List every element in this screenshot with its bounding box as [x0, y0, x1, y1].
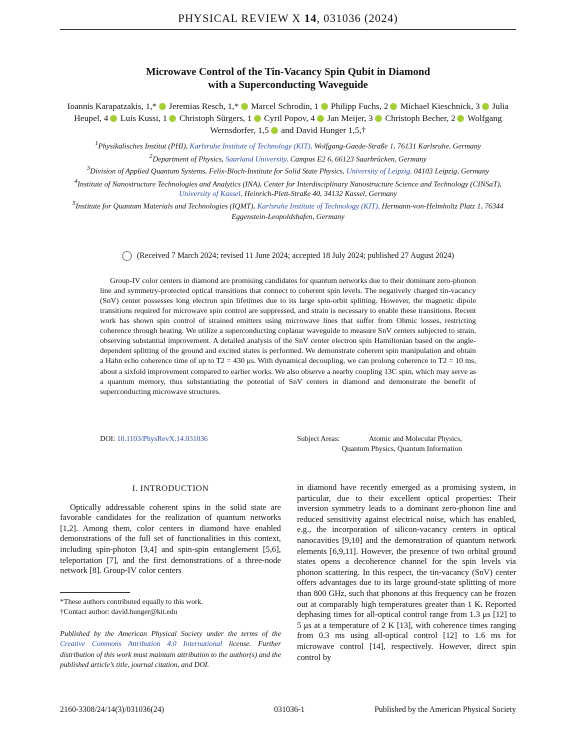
- affiliation-link[interactable]: University of Leipzig,: [346, 166, 412, 176]
- orcid-icon[interactable]: [254, 115, 261, 122]
- license-link[interactable]: Creative Commons Attribution 4.0 International: [60, 639, 223, 649]
- title-line-1: Microwave Control of the Tin-Vacancy Spin Qubit in Diamond: [145, 67, 431, 78]
- footnote-rule: [60, 592, 130, 593]
- author-name: Christoph Becher, 2: [385, 113, 456, 123]
- orcid-icon[interactable]: [457, 115, 464, 122]
- orcid-icon[interactable]: [110, 115, 117, 122]
- affiliation: [60, 199, 516, 222]
- affiliation-link[interactable]: Saarland University,: [225, 154, 289, 164]
- license-text-end: license. Further distribution of this work must maintain attribution to the author(s) and the published article’s title, journal citation, and DOI.: [60, 639, 281, 669]
- author-name: Jeremias Resch, 1,*: [168, 101, 239, 111]
- affiliation-text: Division of Applied Quantum Systems, Felix-Bloch-Institute for Solid State Physics,: [90, 166, 347, 176]
- affiliation: [60, 152, 516, 165]
- affiliation-mark: 5: [72, 200, 76, 208]
- license-text: Published by the American Physical Society under the terms of the: [60, 629, 281, 638]
- subject-value: Quantum Physics, Quantum Information: [341, 444, 463, 454]
- author-name: Luis Kussi, 1: [120, 113, 168, 123]
- author-name: and David Hunger 1,5,†: [281, 125, 366, 135]
- title-line-2: with a Superconducting Waveguide: [207, 80, 369, 91]
- orcid-icon[interactable]: [169, 115, 176, 122]
- orcid-icon[interactable]: [390, 103, 397, 110]
- affiliation: [60, 139, 516, 152]
- affiliation-mark: 2: [149, 152, 153, 160]
- affiliation-mark: 4: [74, 177, 78, 185]
- orcid-icon[interactable]: [321, 103, 328, 110]
- author-name: Wolfgang Wernsdorfer, 1,5: [210, 113, 502, 135]
- article-number: 031036 (2024): [323, 13, 399, 25]
- footnote-equal-contribution: *These authors contributed equally to this work.: [60, 597, 204, 606]
- footer-page-number: 031036-1: [274, 705, 305, 714]
- author-name: Christoph Sürgers, 1: [179, 113, 252, 123]
- author-name: Jan Meijer, 3: [327, 113, 373, 123]
- left-column: [60, 483, 281, 577]
- received-text: (Received 7 March 2024; revised 11 June 2024; accepted 18 July 2024; published 27 August 2024): [136, 251, 455, 260]
- abstract: Group-IV color centers in diamond are promising candidates for quantum networks due to their dominant zero-phonon line and symmetry-protected optical transitions that connect to coherent spin levels. The negatively charged tin-vacancy (SnV) center possesses long electron spin lifetimes due to its large spin-orbit splitting. However, the magnetic dipole transitions required for microwave spin control are suppressed, and strain is necessary to enable these transitions. Recent work has shown spin control of strained emitters using microwave lines that suffer from Ohmic losses, restricting coherence through heating. We utilize a superconducting coplanar waveguide to measure SnV centers subjected to strain, observing substantial improvement. A detailed analysis of the SnV center electron spin Hamiltonian based on the angle-dependent splitting of the ground and excited states is performed. We demonstrate coherent spin manipulation and obtain a Hahn echo coherence time of up to T2 = 430 μs. With dynamical decoupling, we can prolong coherence to T2 = 10 ms, about a sixfold improvement compared to earlier works. We also observe a nearby coupling 13C spin, which may serve as a quantum memory, thus substantiating the potential of SnV centers in diamond and demonstrate the benefit of superconducting microwave structures.: [100, 275, 476, 396]
- author-name: Julia Heupel, 4: [74, 101, 509, 123]
- affiliation: [60, 164, 516, 177]
- footnote-contact: †Contact author: david.hunger@kit.edu: [60, 607, 178, 617]
- received-dates: [60, 251, 516, 261]
- section-heading: I. INTRODUCTION: [132, 483, 209, 493]
- affiliation-mark: 1: [94, 140, 99, 147]
- footer-issn: 2160-3308/24/14(3)/031036(24): [60, 705, 164, 714]
- footer-publisher: Published by the American Physical Society: [374, 705, 516, 714]
- right-column: [297, 483, 516, 663]
- orcid-icon[interactable]: [317, 115, 324, 122]
- affiliation-link[interactable]: Karlsruhe Institute of Technology (KIT),: [189, 141, 313, 151]
- orcid-icon[interactable]: [241, 103, 248, 110]
- affiliation-address: Heinrich-Plett-Straße 40, 34132 Kassel, Germany: [242, 189, 398, 199]
- affiliation-link[interactable]: Karlsruhe Institute of Technology (KIT),: [257, 201, 380, 211]
- doi-label: DOI:: [100, 434, 118, 443]
- subject-value: Atomic and Molecular Physics,: [368, 434, 463, 443]
- affiliation-address: Campus E2 6, 66123 Saarbrücken, Germany: [288, 154, 427, 164]
- author-name: Philipp Fuchs, 2: [330, 101, 389, 111]
- author-list: [60, 100, 516, 136]
- orcid-icon[interactable]: [159, 103, 166, 110]
- journal-volume: 14: [304, 13, 317, 25]
- license-notice: [60, 629, 281, 670]
- affiliation: [60, 177, 516, 190]
- affiliation-address: Center for Interdisciplinary Nanostructure Science and Technology (CINSaT),: [261, 179, 502, 189]
- affiliation-text: Physikalisches Institut (PHI),: [98, 141, 190, 151]
- header-rule: [60, 29, 516, 30]
- subject-label: Subject Areas:: [297, 434, 342, 443]
- orcid-icon[interactable]: [482, 103, 489, 110]
- paper-title: [60, 66, 516, 92]
- affiliation-text: Institute for Quantum Materials and Technologies (IQMT),: [75, 201, 258, 211]
- intro-continued: in diamond have recently emerged as a promising system, in particular, due to their excellent optical properties: Their inversion symmetry leads to a dominant zero-phonon line and reduced sensitivity against electrical noise, which has enabled, e.g., the incorporation of silicon-vacancy centers in optical nanocavities [9,10] and the demonstration of quantum network elements [6,9,11]. However, the presence of two orbital ground states opens a decoherence channel for the spin levels via phonon scattering. In this respect, the tin-vacancy (SnV) center offers advantages due to its large ground-state splitting of more than 800 GHz, such that phonons at this frequency can be frozen out at comparably high temperatures greater than 1 K. Reported dephasing times for all-optical control range from 1.3 μs [12] to 5 μs at a temperature of 2 K [13], with coherence times ranging from 0.3 ms using all-optical control [12] to 1.6 ms for microwave control [14], respectively. However, direct spin control by: [297, 483, 516, 662]
- affiliation-address: Wolfgang-Gaede-Straße 1, 76131 Karlsruhe, Germany: [312, 141, 482, 151]
- orcid-icon[interactable]: [375, 115, 382, 122]
- journal-header: PHYSICAL REVIEW X 14, 031036 (2024): [177, 13, 399, 25]
- author-name: Ioannis Karapatzakis, 1,*: [67, 101, 157, 111]
- affiliation-address: 04103 Leipzig, Germany: [411, 166, 490, 176]
- journal-name: PHYSICAL REVIEW X: [177, 13, 301, 25]
- affiliation-text: Institute of Nanostructure Technologies and Analytics (INA),: [77, 179, 262, 189]
- affiliation-text: Department of Physics,: [152, 154, 226, 164]
- author-name: Marcel Schrodin, 1: [250, 101, 319, 111]
- affiliation-link[interactable]: University of Kassel,: [178, 189, 243, 199]
- author-name: Cyril Popov, 4: [263, 113, 315, 123]
- affiliation-mark: 3: [86, 165, 91, 173]
- affiliation-address: Hermann-von-Helmholtz Platz 1, 76344 Eggenstein-Leopoldshafen, Germany: [231, 201, 504, 221]
- footnotes: [60, 597, 281, 618]
- intro-paragraph: Optically addressable coherent spins in the solid state are favorable candidates for the realization of quantum networks [1,2]. Among them, color centers in diamond have enabled demonstrations of the full set of functionalities in this context, including spin-photon [3,4] and spin-spin entanglement [5,6], teleportation [7], and the first demonstrations of a three-node network [8]. Group-IV color centers: [60, 502, 281, 576]
- affiliation-list: [60, 139, 516, 222]
- doi-link[interactable]: 10.1103/PhysRevX.14.031036: [117, 434, 208, 443]
- author-name: Michael Kieschnick, 3: [400, 101, 480, 111]
- orcid-icon[interactable]: [271, 127, 278, 134]
- doi-line: [100, 434, 208, 443]
- affiliation: [60, 189, 516, 199]
- check-updates-icon[interactable]: [122, 251, 132, 261]
- subject-areas: [297, 434, 462, 455]
